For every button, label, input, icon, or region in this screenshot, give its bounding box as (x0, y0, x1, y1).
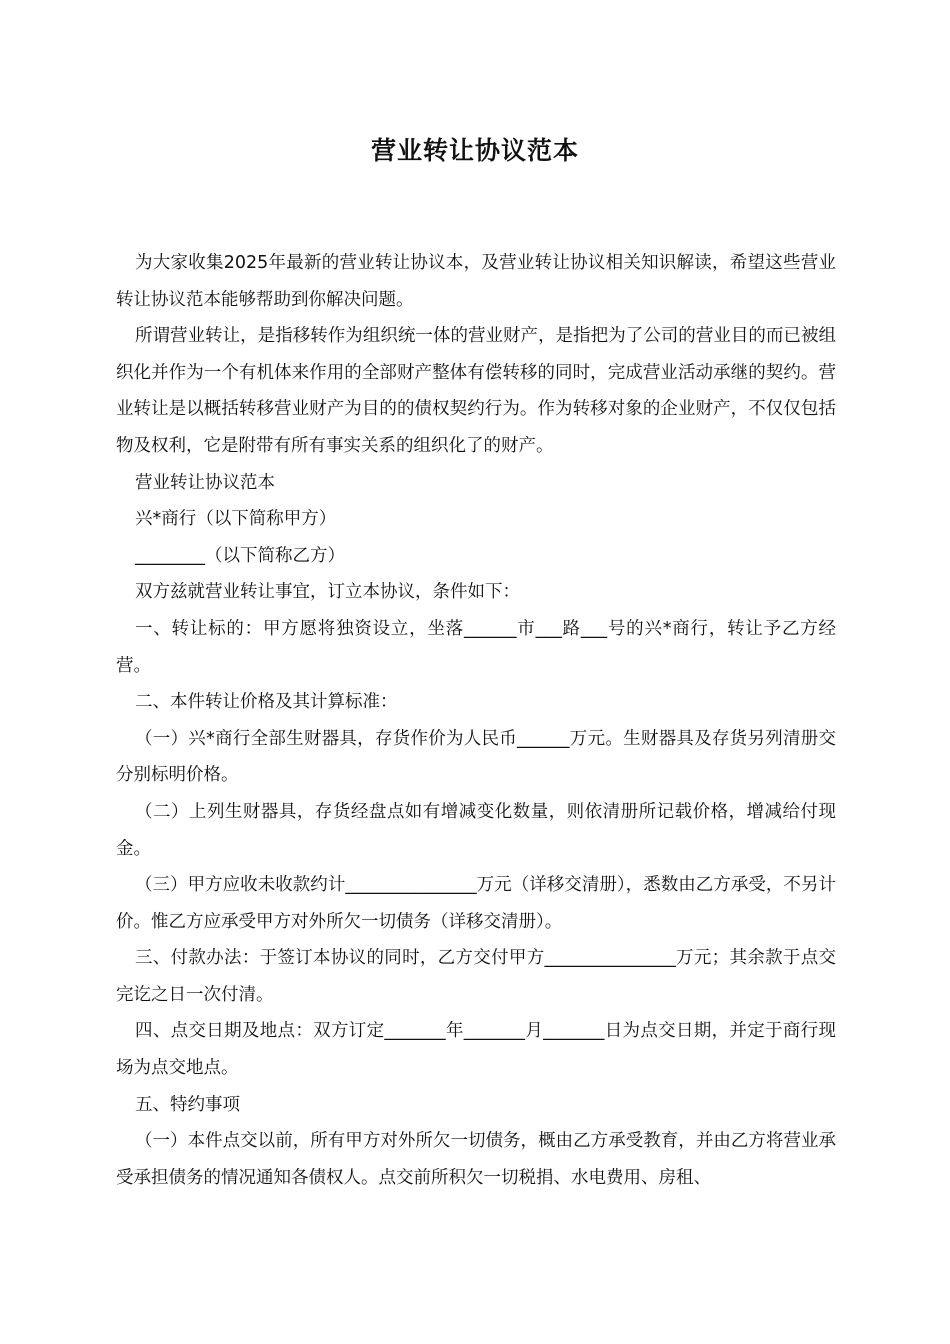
paragraph-clause-4: 四、点交日期及地点：双方订定_______年_______月_______日为点交日期，并定于商行现场为点交地点。 (116, 1021, 836, 1079)
paragraph-clause-2-1: （一）兴*商行全部生财器具，存货作价为人民币______万元。生财器具及存货另列清册交分别标明价格。 (116, 728, 836, 786)
paragraph-clause-5: 五、特约事项 (135, 1094, 240, 1115)
paragraph-preamble: 双方兹就营业转让事宜，订立本协议，条件如下： (135, 582, 520, 603)
paragraph-clause-3: 三、付款办法：于签订本协议的同时，乙方交付甲方_______________万元；其余款于点交完讫之日一次付清。 (116, 948, 836, 1005)
paragraph-definition: 所谓营业转让，是指移转作为组织统一体的营业财产，是指把为了公司的营业目的而已被组织化并作为一个有机体来作用的全部财产整体有偿转移的同时，完成营业活动承继的契约。营业转让是以概括转移营业财产为目的的债权契约行为。作为转移对象的企业财产，不仅仅包括物及权利，它是附带有所有事实关系的组织化了的财产。 (116, 326, 836, 456)
paragraph-subtitle: 营业转让协议范本 (135, 472, 275, 493)
document-body (116, 245, 836, 1196)
paragraph-clause-2: 二、本件转让价格及其计算标准： (135, 692, 398, 713)
paragraph-clause-2-3: （三）甲方应收未收款约计_______________万元（详移交清册），悉数由乙方承受，不另计价。惟乙方应承受甲方对外所欠一切债务（详移交清册）。 (116, 875, 836, 932)
document-title: 营业转让协议范本 (370, 136, 579, 165)
paragraph-party-a: 兴*商行（以下简称甲方） (135, 509, 337, 530)
paragraph-clause-1: 一、转让标的：甲方愿将独资设立，坐落______市___路___号的兴*商行，转让予乙方经营。 (116, 618, 836, 676)
paragraph-clause-2-2: （二）上列生财器具，存货经盘点如有增减变化数量，则依清册所记载价格，增减给付现金。 (116, 801, 836, 859)
paragraph-intro: 为大家收集2025年最新的营业转让协议本，及营业转让协议相关知识解读，希望这些营业转让协议范本能够帮助到你解决问题。 (116, 253, 836, 310)
paragraph-party-b: ________（以下简称乙方） (135, 545, 345, 566)
paragraph-clause-5-1: （一）本件点交以前，所有甲方对外所欠一切债务，概由乙方承受教育，并由乙方将营业承受承担债务的情况通知各债权人。点交前所积欠一切税捐、水电费用、房租、 (116, 1131, 836, 1188)
